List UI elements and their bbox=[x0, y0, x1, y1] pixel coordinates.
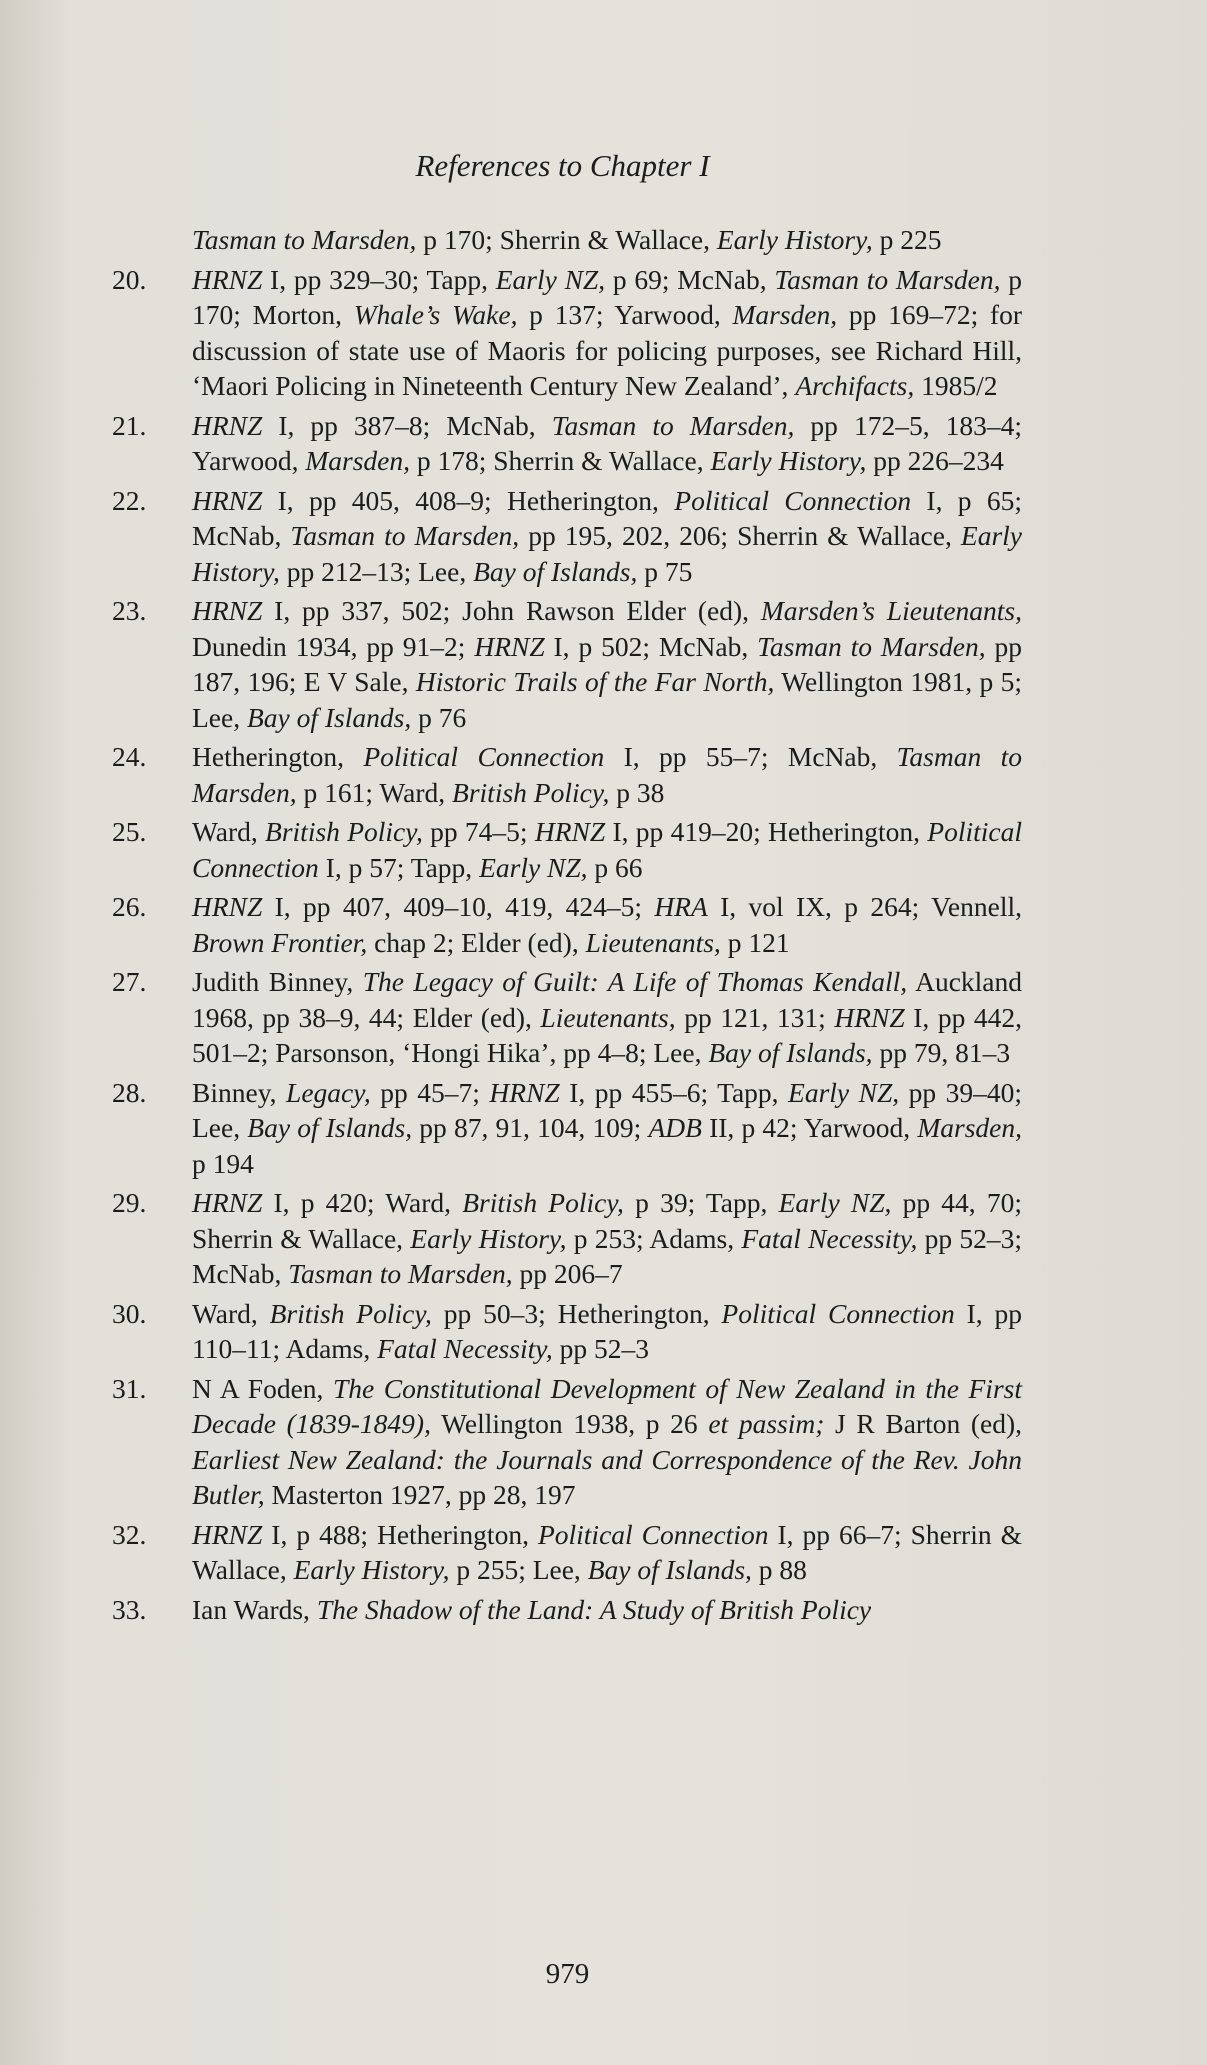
reference-continuation bbox=[112, 222, 1022, 258]
reference-items bbox=[112, 262, 1022, 1628]
reference-entry bbox=[112, 889, 1022, 960]
reference-text: HRNZ I, pp 407, 409–10, 419, 424–5; HRA I, vol IX, p 264; Vennell, Brown Frontier, chap 2; Elder (ed), Lieutenants, p 121 bbox=[192, 891, 1022, 958]
reference-entry bbox=[112, 1075, 1022, 1182]
reference-number: 24. bbox=[112, 741, 147, 772]
reference-number: 23. bbox=[112, 595, 147, 626]
reference-text: Tasman to Marsden, p 170; Sherrin & Wallace, Early History, p 225 bbox=[192, 224, 942, 255]
reference-entry bbox=[112, 593, 1022, 735]
running-head: References to Chapter I bbox=[415, 148, 710, 183]
reference-number: 21. bbox=[112, 409, 147, 441]
reference-number: 26. bbox=[112, 891, 147, 922]
reference-text: HRNZ I, pp 405, 408–9; Hetherington, Political Connection I, p 65; McNab, Tasman to Marsden, pp 195, 202, 206; Sherrin & Wallace, Early History, pp 212–13; Lee, Bay of Islands, p 75 bbox=[192, 484, 1022, 587]
reference-text: Binney, Legacy, pp 45–7; HRNZ I, pp 455–6; Tapp, Early NZ, pp 39–40; Lee, Bay of Islands, pp 87, 91, 104, 109; ADB II, p 42; Yarwood, Marsden, p 194 bbox=[192, 1076, 1023, 1179]
reference-entry bbox=[112, 964, 1022, 1071]
reference-text: HRNZ I, pp 387–8; McNab, Tasman to Marsden, pp 172–5, 183–4; Yarwood, Marsden, p 178; Sherrin & Wallace, Early History, pp 226–234 bbox=[192, 409, 1022, 476]
reference-number: 22. bbox=[112, 484, 147, 516]
reference-list bbox=[112, 222, 1022, 1631]
reference-number: 33. bbox=[112, 1593, 147, 1625]
reference-text: Ward, British Policy, pp 50–3; Hetherington, Political Connection I, pp 110–11; Adams, Fatal Necessity, pp 52–3 bbox=[192, 1297, 1022, 1364]
reference-text: Hetherington, Political Connection I, pp 55–7; McNab, Tasman to Marsden, p 161; Ward, British Policy, p 38 bbox=[192, 741, 1022, 808]
reference-text: Judith Binney, The Legacy of Guilt: A Life of Thomas Kendall, Auckland 1968, pp 38–9, 44; Elder (ed), Lieutenants, pp 121, 131; HRNZ I, pp 442, 501–2; Parsonson, ‘Hongi Hika’, pp 4–8; Lee, Bay of Islands, pp 79, 81–3 bbox=[192, 966, 1022, 1068]
reference-entry bbox=[112, 739, 1022, 810]
reference-entry bbox=[112, 1371, 1022, 1513]
reference-number: 25. bbox=[112, 816, 147, 847]
reference-text: HRNZ I, pp 337, 502; John Rawson Elder (ed), Marsden’s Lieutenants, Dunedin 1934, pp 91–2; HRNZ I, p 502; McNab, Tasman to Marsden, pp 187, 196; E V Sale, Historic Trails of the Far North, Wellington 1981, p 5; Lee, Bay of Islands, p 76 bbox=[192, 595, 1022, 733]
reference-number: 32. bbox=[112, 1518, 147, 1550]
reference-entry bbox=[112, 814, 1022, 885]
reference-text: HRNZ I, pp 329–30; Tapp, Early NZ, p 69; McNab, Tasman to Marsden, p 170; Morton, Whale’s Wake, p 137; Yarwood, Marsden, pp 169–72; for discussion of state use of Maoris for policing purposes, see Richard Hill, ‘Maori Policing in Nineteenth Century New Zealand’, Archifacts, 1985/2 bbox=[192, 263, 1023, 401]
reference-entry bbox=[112, 483, 1022, 590]
reference-number: 31. bbox=[112, 1372, 147, 1404]
reference-number: 20. bbox=[112, 263, 147, 295]
reference-text: HRNZ I, p 420; Ward, British Policy, p 39; Tapp, Early NZ, pp 44, 70; Sherrin & Wallace, Early History, p 253; Adams, Fatal Necessity, pp 52–3; McNab, Tasman to Marsden, pp 206–7 bbox=[192, 1187, 1023, 1289]
reference-number: 27. bbox=[112, 966, 147, 997]
reference-entry bbox=[112, 408, 1022, 479]
reference-number: 30. bbox=[112, 1297, 147, 1329]
reference-entry bbox=[112, 1592, 1022, 1628]
reference-number: 28. bbox=[112, 1076, 147, 1108]
reference-text: HRNZ I, p 488; Hetherington, Political Connection I, pp 66–7; Sherrin & Wallace, Early History, p 255; Lee, Bay of Islands, p 88 bbox=[192, 1518, 1022, 1585]
reference-entry bbox=[112, 1296, 1022, 1367]
page-number: 979 bbox=[545, 1958, 590, 1990]
reference-entry bbox=[112, 1517, 1022, 1588]
reference-text: Ward, British Policy, pp 74–5; HRNZ I, pp 419–20; Hetherington, Political Connection I, p 57; Tapp, Early NZ, p 66 bbox=[192, 816, 1022, 883]
reference-entry bbox=[112, 262, 1022, 404]
reference-number: 29. bbox=[112, 1187, 147, 1218]
reference-text: N A Foden, The Constitutional Development of New Zealand in the First Decade (1839-1849), Wellington 1938, p 26 et passim; J R Barton (ed), Earliest New Zealand: the Journals and Correspondence of the Rev. John Butler, Masterton 1927, pp 28, 197 bbox=[192, 1372, 1022, 1510]
reference-text: Ian Wards, The Shadow of the Land: A Study of British Policy bbox=[192, 1593, 872, 1625]
reference-entry bbox=[112, 1185, 1022, 1292]
